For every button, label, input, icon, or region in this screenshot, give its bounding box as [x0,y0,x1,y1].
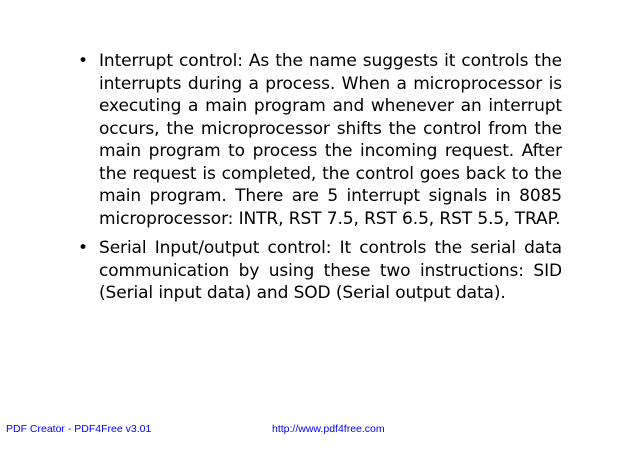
bullet-interrupt-control [76,50,562,230]
bullet-text: Serial Input/output control: It controls the serial data communication by using these two instructions: SID (Serial input data) and SOD (Serial output data). [99,238,562,303]
bullet-list [76,50,562,312]
footer-creator-label: PDF Creator - PDF4Free v3.01 [6,423,152,435]
bullet-marker: • [78,238,88,258]
bullet-text: Interrupt control: As the name suggests it controls the interrupts during a process. When a microprocessor is executing a main program and whenever an interrupt occurs, the microprocessor shifts the control from the main program to process the incoming request. After the request is completed, the control goes back to the main program. There are 5 interrupt signals in 8085 microprocessor: INTR, RST 7.5, RST 6.5, RST 5.5, TRAP. [99,51,562,229]
bullet-serial-io-control [76,237,562,305]
bullet-marker: • [78,51,88,71]
footer-url-link[interactable]: http://www.pdf4free.com [272,423,385,435]
